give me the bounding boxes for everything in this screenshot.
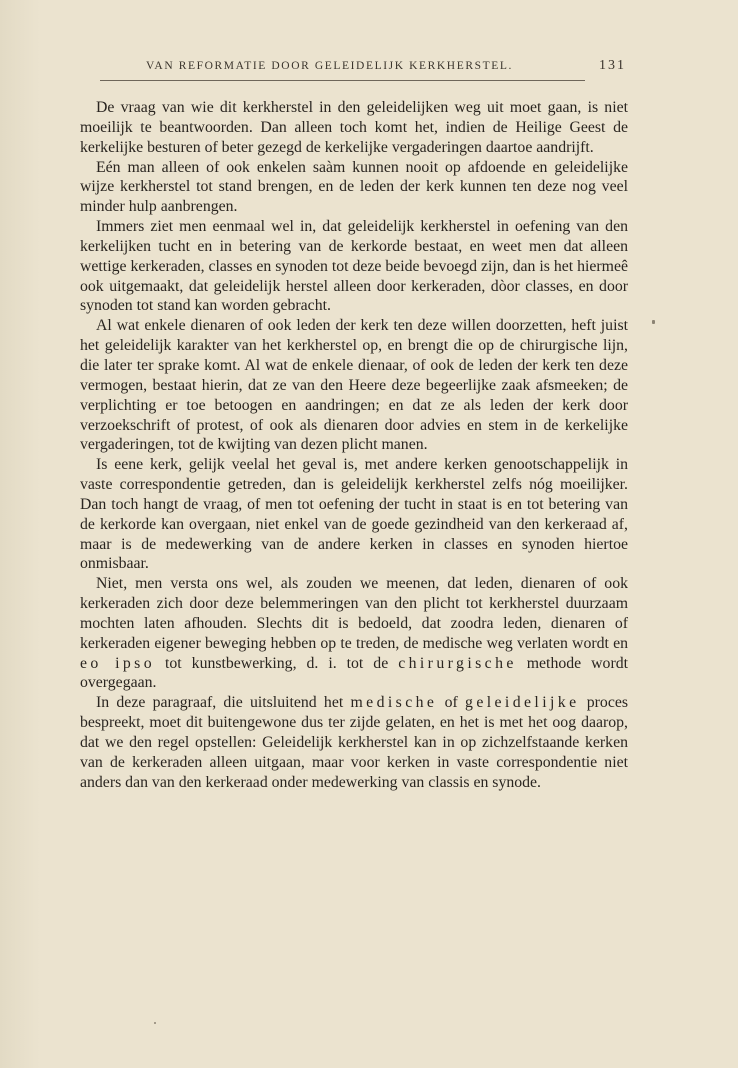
header-rule <box>100 80 585 81</box>
emphasis-medische: medische <box>350 694 438 712</box>
paragraph-1: De vraag van wie dit kerkherstel in den geleidelijken weg uit moet gaan, is niet moeilijk te beantwoorden. Dan alleen toch komt het, indien de Heilige Geest de kerkelijke besturen of beter gezegd de kerkelijke vergaderingen daartoe aandrijft. <box>80 99 628 156</box>
paragraph-6-text-c: methode wordt overgegaan. <box>80 654 628 692</box>
paragraph-4: Al wat enkele dienaren of ook leden der kerk ten deze willen doorzetten, heft juist het geleidelijk karakter van het kerkherstel op, en brengt die op de chirurgische lijn, die later ter sprake komt. Al wat de enkele dienaar, of ook de leden der kerk ten deze vermogen, bestaat hierin, dat ze van den Heere deze begeerlijke zaak afsmeeken; de verplichting er toe betoogen en aandringen; en dat ze als leden der kerk door verzoekschrift of protest, of ook als dienaren door advies en stem in de kerkelijke vergaderingen, tot de kwijting van dezen plicht manen. <box>80 317 628 454</box>
running-title: VAN REFORMATIE DOOR GELEIDELIJK KERKHERSTEL. <box>146 60 513 72</box>
page-binding-edge <box>0 0 40 1068</box>
paragraph-2: Eén man alleen of ook enkelen saàm kunnen nooit op afdoende en geleidelijke wijze kerkherstel tot stand brengen, en de leden der kerk kunnen ten deze nog veel minder hulp aanbrengen. <box>80 158 628 216</box>
paragraph-6-text-a: Niet, men versta ons wel, als zouden we meenen, dat leden, dienaren of ook kerkeraden zich door deze belemmeringen van den plicht tot kerkherstel duurzaam mochten laten afhouden. Slechts dit is bedoeld, dat zoodra leden, dienaren of kerkeraden eigener beweging hebben op te treden, de medische weg verlaten wordt en <box>80 575 628 652</box>
paragraph-7-text-b: of <box>437 694 466 712</box>
emphasis-eo-ipso: eo ipso <box>80 654 156 672</box>
emphasis-geleidelijke: geleidelijke <box>465 694 580 712</box>
paragraph-7-text-c: proces bespreekt, moet dit buitengewone dus ter zijde gelaten, en het is met het oog daarop, dat we den regel opstellen: Geleidelijk kerkherstel kan in op zichzelfstaande kerken van de kerkeraden alleen uitgaan, maar voor kerken in vaste correspondentie niet anders dan van den kerkeraad onder medewerking van classis en synode. <box>80 694 628 791</box>
paragraph-6-text-b: tot kunstbewerking, d. i. tot de <box>155 654 399 672</box>
paragraph-3: Immers ziet men eenmaal wel in, dat geleidelijk kerkherstel in oefening van den kerkelijken tucht en in betering van de kerkorde bestaat, en weet men dat alleen wettige kerkeraden, classes en synoden tot deze beide bevoegd zijn, dan is het hiermeê ook uitgemaakt, dat geleidelijk herstel alleen door kerkeraden, dòor classes, en door synoden tot stand kan worden gebracht. <box>80 218 628 315</box>
paragraph-7 <box>80 693 628 792</box>
paragraph-6 <box>80 574 628 693</box>
page-number: 131 <box>599 58 626 73</box>
paragraph-7-text-a: In deze paragraaf, die uitsluitend het <box>96 694 351 712</box>
margin-mark <box>652 320 655 324</box>
emphasis-chirurgische: chirurgische <box>398 654 517 672</box>
bottom-mark <box>154 1022 156 1024</box>
running-header <box>100 60 640 80</box>
paragraph-5: Is eene kerk, gelijk veelal het geval is, met andere kerken genootschappelijk in vaste correspondentie getreden, dan is geleidelijk kerkherstel zelfs nóg moeilijker. Dan toch hangt de vraag, of men tot oefening der tucht in staat is en tot betering van de kerkorde kan overgaan, niet enkel van de goede gezindheid van den kerkeraad af, maar is de medewerking van de andere kerken in classes en synoden hiertoe onmisbaar. <box>80 456 628 573</box>
page-body <box>80 98 628 793</box>
